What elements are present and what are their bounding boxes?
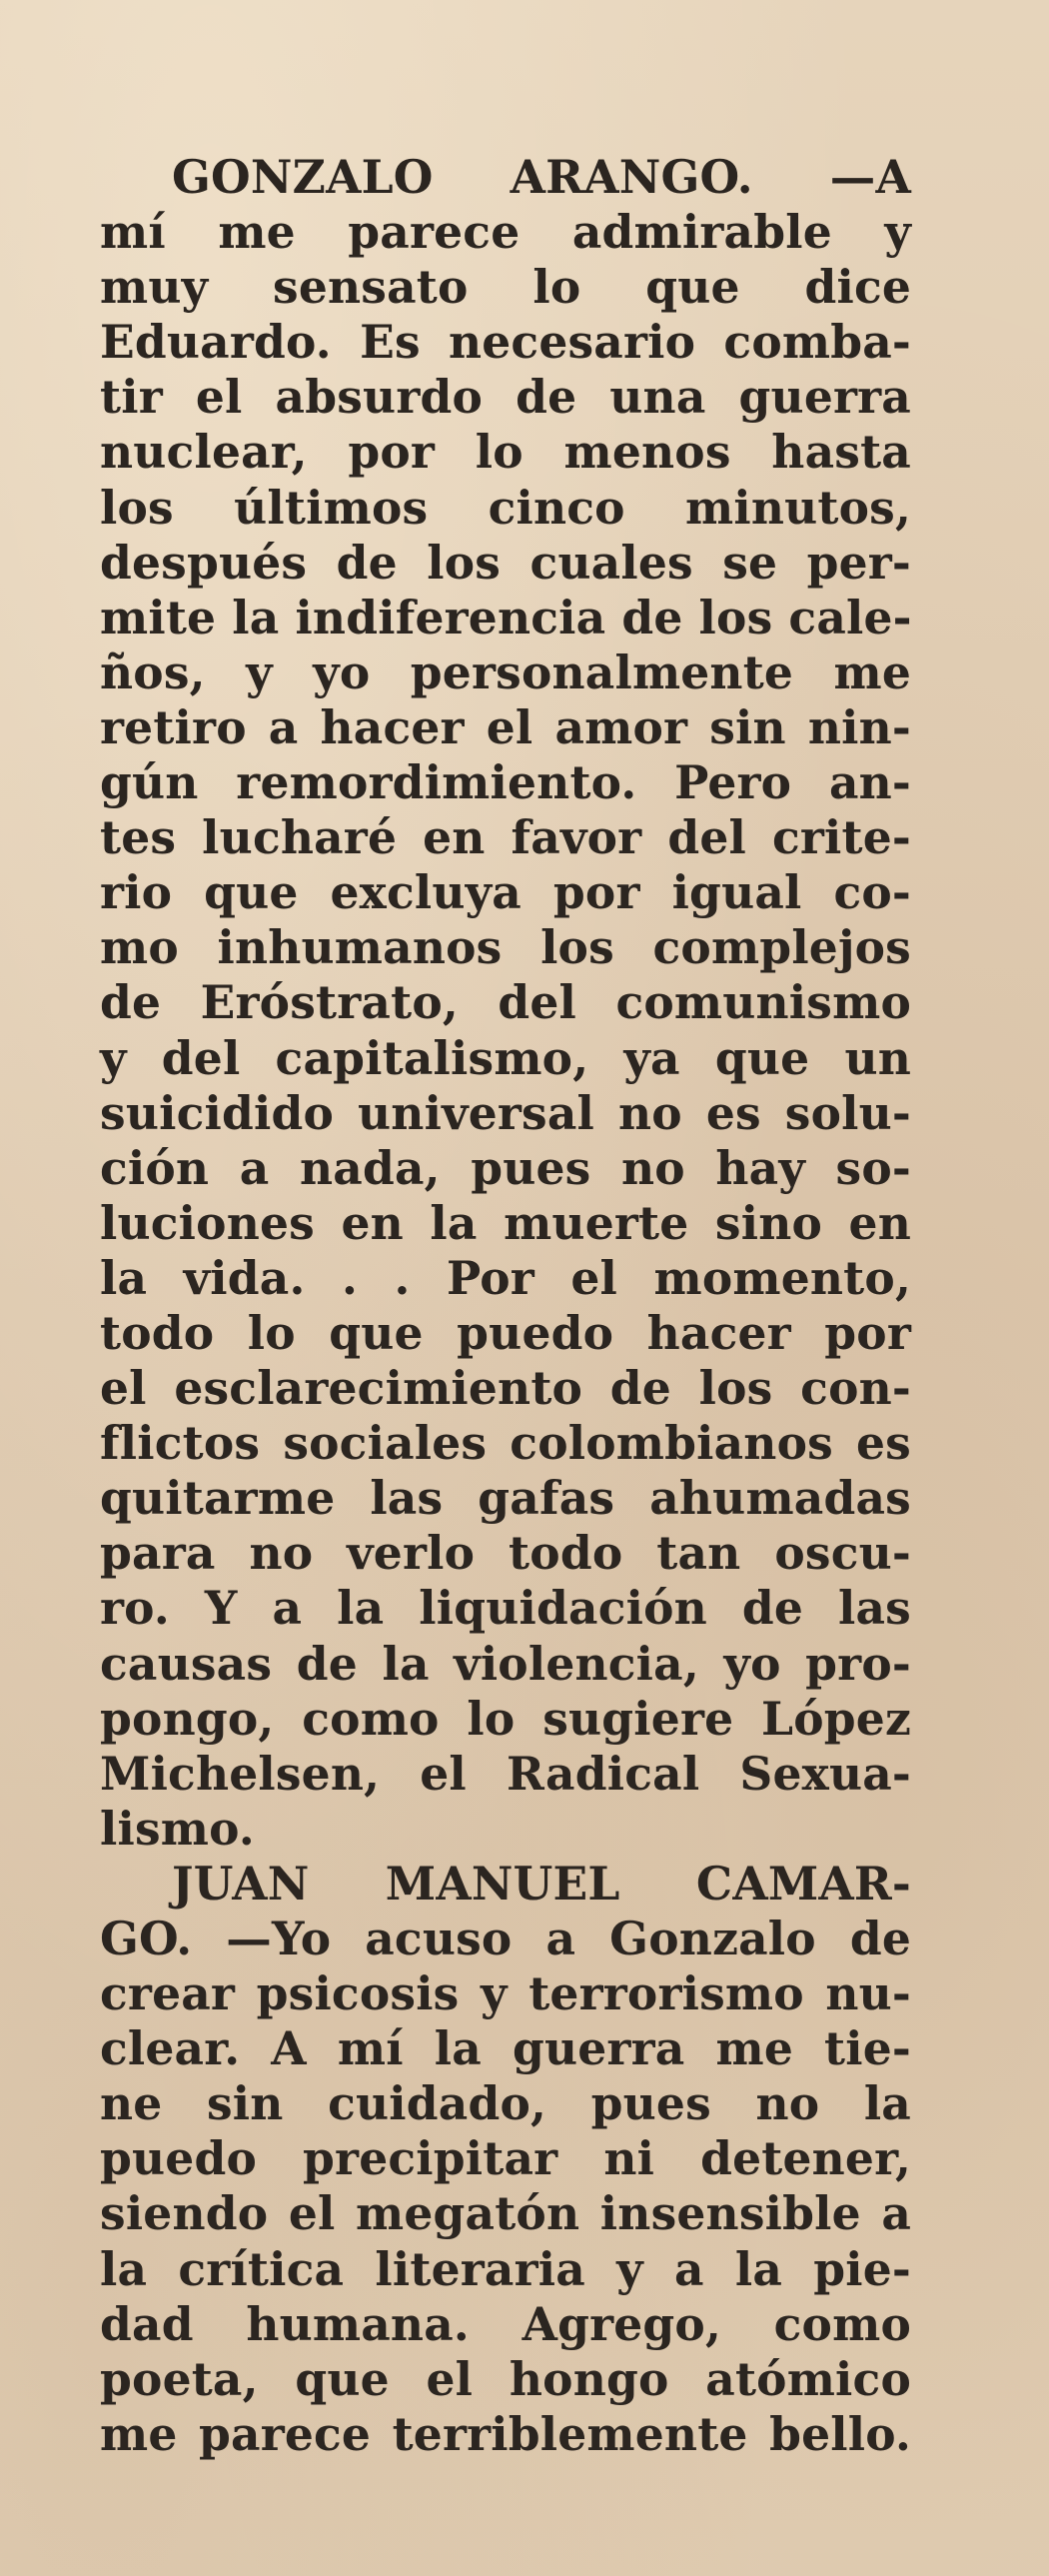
text-line: ro. Y a la liquidación de las <box>100 1581 911 1636</box>
text-line: lismo. <box>100 1801 255 1856</box>
text-line: mo inhumanos los complejos <box>100 920 911 975</box>
text-line: después de los cuales se per- <box>100 535 911 590</box>
text-line: pongo, como lo sugiere López <box>100 1691 911 1746</box>
text-line: flictos sociales colombianos es <box>100 1416 911 1471</box>
text-line: puedo precipitar ni detener, <box>100 2131 911 2186</box>
text-line: todo lo que puedo hacer por <box>100 1305 911 1360</box>
text-line: crear psicosis y terrorismo nu- <box>100 1966 911 2021</box>
text-line: GO. —Yo acuso a Gonzalo de <box>100 1912 911 1965</box>
text-line: gún remordimiento. Pero an- <box>100 755 911 810</box>
text-line: nuclear, por lo menos hasta <box>100 425 911 480</box>
text-line: Michelsen, el Radical Sexua- <box>100 1746 911 1801</box>
text-line: poeta, que el hongo atómico <box>100 2351 911 2406</box>
text-line: siendo el megatón insensible a <box>100 2186 911 2241</box>
text-line: dad humana. Agrego, como <box>100 2296 911 2351</box>
text-line: ción a nada, pues no hay so- <box>100 1140 911 1195</box>
text-line: mite la indiferencia de los cale- <box>100 590 912 644</box>
text-line: muy sensato lo que dice <box>100 260 911 315</box>
text-line: JUAN MANUEL CAMAR- <box>172 1856 911 1911</box>
text-line: los últimos cinco minutos, <box>100 480 911 535</box>
text-line: me parece terriblemente bello. <box>100 2406 911 2461</box>
text-line: luciones en la muerte sino en <box>100 1195 911 1250</box>
text-line: causas de la violencia, yo pro- <box>100 1636 911 1691</box>
paragraph-gonzalo-arango <box>100 150 911 1857</box>
text-line: suicidido universal no es solu- <box>100 1085 911 1140</box>
text-line: GONZALO ARANGO. —A <box>172 150 911 204</box>
text-line: el esclarecimiento de los con- <box>100 1361 911 1416</box>
text-line: clear. A mí la guerra me tie- <box>100 2021 911 2076</box>
text-line: tes lucharé en favor del crite- <box>100 810 911 865</box>
text-line: de Eróstrato, del comunismo <box>100 975 911 1030</box>
text-line: la crítica literaria y a la pie- <box>100 2241 911 2296</box>
article-column <box>100 150 911 2462</box>
text-line: y del capitalismo, ya que un <box>100 1030 911 1085</box>
text-line: ños, y yo personalmente me <box>100 644 911 699</box>
text-line: rio que excluya por igual co- <box>100 865 911 920</box>
text-line: mí me parece admirable y <box>100 205 911 260</box>
text-line: retiro a hacer el amor sin nin- <box>100 699 911 754</box>
text-line: quitarme las gafas ahumadas <box>100 1471 911 1526</box>
text-line: para no verlo todo tan oscu- <box>100 1526 911 1581</box>
text-line: Eduardo. Es necesario comba- <box>100 315 911 370</box>
text-line: ne sin cuidado, pues no la <box>100 2076 911 2131</box>
text-line: tir el absurdo de una guerra <box>100 370 911 425</box>
text-line: la vida. . . Por el momento, <box>100 1250 911 1305</box>
paragraph-juan-manuel-camargo <box>100 1857 911 2462</box>
